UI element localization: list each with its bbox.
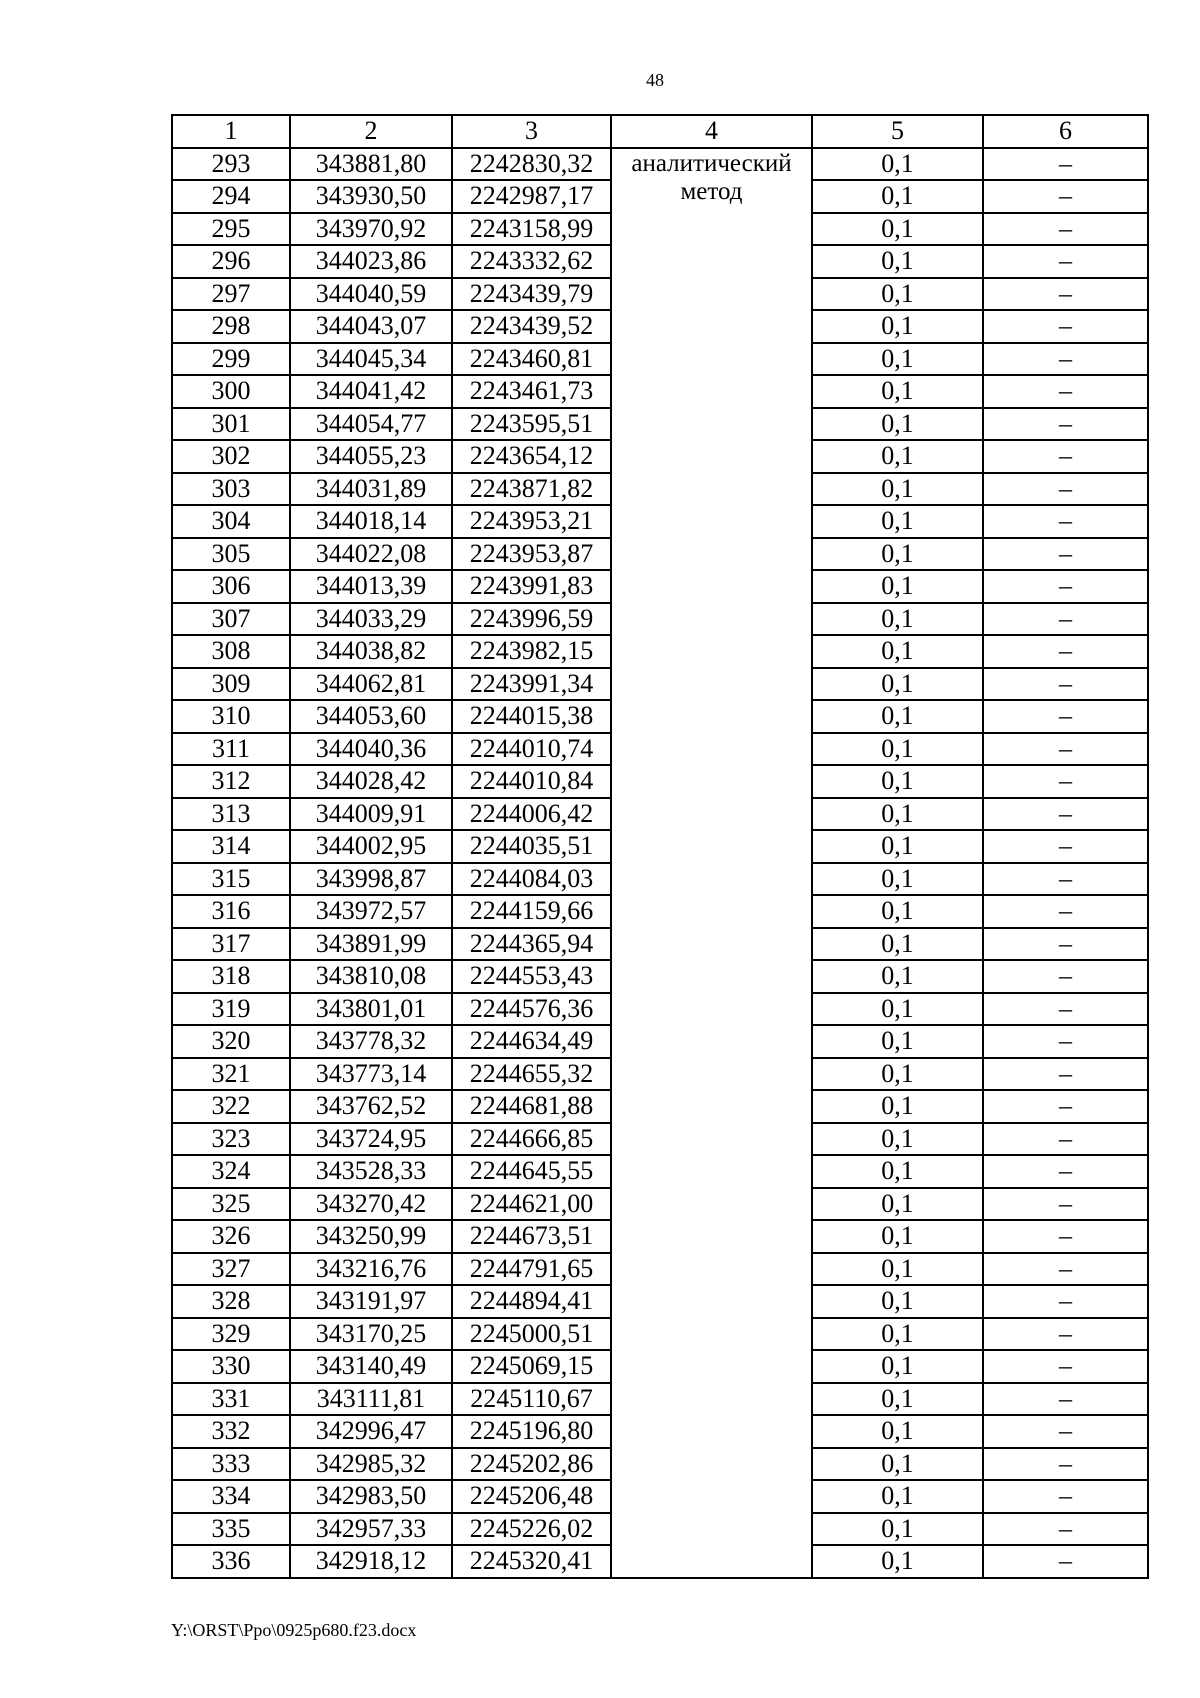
y-coordinate-cell: 2245196,80 — [452, 1415, 611, 1448]
y-coordinate-cell: 2243461,73 — [452, 375, 611, 408]
dash-cell: – — [983, 213, 1148, 246]
precision-cell: 0,1 — [812, 505, 983, 538]
precision-cell: 0,1 — [812, 1383, 983, 1416]
dash-cell: – — [983, 180, 1148, 213]
point-number-cell: 316 — [172, 895, 290, 928]
point-number-cell: 310 — [172, 700, 290, 733]
y-coordinate-cell: 2244084,03 — [452, 863, 611, 896]
x-coordinate-cell: 344053,60 — [290, 700, 452, 733]
x-coordinate-cell: 344031,89 — [290, 473, 452, 506]
y-coordinate-cell: 2244035,51 — [452, 830, 611, 863]
point-number-cell: 336 — [172, 1545, 290, 1578]
dash-cell: – — [983, 603, 1148, 636]
header-cell: 6 — [983, 115, 1148, 148]
x-coordinate-cell: 342985,32 — [290, 1448, 452, 1481]
y-coordinate-cell: 2245320,41 — [452, 1545, 611, 1578]
dash-cell: – — [983, 245, 1148, 278]
dash-cell: – — [983, 473, 1148, 506]
x-coordinate-cell: 344041,42 — [290, 375, 452, 408]
precision-cell: 0,1 — [812, 1188, 983, 1221]
x-coordinate-cell: 344013,39 — [290, 570, 452, 603]
precision-cell: 0,1 — [812, 148, 983, 181]
y-coordinate-cell: 2245069,15 — [452, 1350, 611, 1383]
precision-cell: 0,1 — [812, 538, 983, 571]
y-coordinate-cell: 2244365,94 — [452, 928, 611, 961]
precision-cell: 0,1 — [812, 343, 983, 376]
table-row — [172, 148, 1148, 181]
y-coordinate-cell: 2244621,00 — [452, 1188, 611, 1221]
dash-cell: – — [983, 343, 1148, 376]
precision-cell: 0,1 — [812, 570, 983, 603]
precision-cell: 0,1 — [812, 1155, 983, 1188]
point-number-cell: 326 — [172, 1220, 290, 1253]
point-number-cell: 301 — [172, 408, 290, 441]
point-number-cell: 311 — [172, 733, 290, 766]
point-number-cell: 332 — [172, 1415, 290, 1448]
x-coordinate-cell: 343998,87 — [290, 863, 452, 896]
y-coordinate-cell: 2244645,55 — [452, 1155, 611, 1188]
y-coordinate-cell: 2244010,84 — [452, 765, 611, 798]
precision-cell: 0,1 — [812, 1090, 983, 1123]
x-coordinate-cell: 344028,42 — [290, 765, 452, 798]
x-coordinate-cell: 342957,33 — [290, 1513, 452, 1546]
point-number-cell: 294 — [172, 180, 290, 213]
y-coordinate-cell: 2244791,65 — [452, 1253, 611, 1286]
header-cell: 3 — [452, 115, 611, 148]
dash-cell: – — [983, 310, 1148, 343]
dash-cell: – — [983, 1480, 1148, 1513]
x-coordinate-cell: 343773,14 — [290, 1058, 452, 1091]
dash-cell: – — [983, 538, 1148, 571]
point-number-cell: 317 — [172, 928, 290, 961]
point-number-cell: 298 — [172, 310, 290, 343]
y-coordinate-cell: 2243953,21 — [452, 505, 611, 538]
dash-cell: – — [983, 1350, 1148, 1383]
x-coordinate-cell: 343801,01 — [290, 993, 452, 1026]
table-body — [172, 148, 1148, 1578]
dash-cell: – — [983, 278, 1148, 311]
method-line: метод — [680, 177, 743, 205]
x-coordinate-cell: 343930,50 — [290, 180, 452, 213]
dash-cell: – — [983, 505, 1148, 538]
point-number-cell: 293 — [172, 148, 290, 181]
dash-cell: – — [983, 830, 1148, 863]
point-number-cell: 321 — [172, 1058, 290, 1091]
point-number-cell: 315 — [172, 863, 290, 896]
y-coordinate-cell: 2244576,36 — [452, 993, 611, 1026]
y-coordinate-cell: 2243654,12 — [452, 440, 611, 473]
point-number-cell: 330 — [172, 1350, 290, 1383]
point-number-cell: 295 — [172, 213, 290, 246]
x-coordinate-cell: 343250,99 — [290, 1220, 452, 1253]
precision-cell: 0,1 — [812, 765, 983, 798]
point-number-cell: 309 — [172, 668, 290, 701]
x-coordinate-cell: 344018,14 — [290, 505, 452, 538]
point-number-cell: 322 — [172, 1090, 290, 1123]
x-coordinate-cell: 344045,34 — [290, 343, 452, 376]
precision-cell: 0,1 — [812, 408, 983, 441]
precision-cell: 0,1 — [812, 310, 983, 343]
x-coordinate-cell: 343170,25 — [290, 1318, 452, 1351]
x-coordinate-cell: 343970,92 — [290, 213, 452, 246]
point-number-cell: 328 — [172, 1285, 290, 1318]
precision-cell: 0,1 — [812, 278, 983, 311]
dash-cell: – — [983, 668, 1148, 701]
coordinates-table — [171, 114, 1149, 1579]
page-number: 48 — [646, 70, 664, 90]
x-coordinate-cell: 343724,95 — [290, 1123, 452, 1156]
precision-cell: 0,1 — [812, 960, 983, 993]
dash-cell: – — [983, 960, 1148, 993]
y-coordinate-cell: 2245202,86 — [452, 1448, 611, 1481]
x-coordinate-cell: 343972,57 — [290, 895, 452, 928]
x-coordinate-cell: 344054,77 — [290, 408, 452, 441]
x-coordinate-cell: 344033,29 — [290, 603, 452, 636]
y-coordinate-cell: 2243439,79 — [452, 278, 611, 311]
dash-cell: – — [983, 148, 1148, 181]
x-coordinate-cell: 344055,23 — [290, 440, 452, 473]
dash-cell: – — [983, 895, 1148, 928]
precision-cell: 0,1 — [812, 1415, 983, 1448]
dash-cell: – — [983, 1058, 1148, 1091]
y-coordinate-cell: 2244015,38 — [452, 700, 611, 733]
y-coordinate-cell: 2243991,83 — [452, 570, 611, 603]
dash-cell: – — [983, 1025, 1148, 1058]
y-coordinate-cell: 2243332,62 — [452, 245, 611, 278]
x-coordinate-cell: 343111,81 — [290, 1383, 452, 1416]
dash-cell: – — [983, 863, 1148, 896]
y-coordinate-cell: 2243460,81 — [452, 343, 611, 376]
precision-cell: 0,1 — [812, 928, 983, 961]
precision-cell: 0,1 — [812, 1350, 983, 1383]
dash-cell: – — [983, 1545, 1148, 1578]
dash-cell: – — [983, 1415, 1148, 1448]
point-number-cell: 303 — [172, 473, 290, 506]
point-number-cell: 318 — [172, 960, 290, 993]
precision-cell: 0,1 — [812, 700, 983, 733]
header-cell: 1 — [172, 115, 290, 148]
dash-cell: – — [983, 1155, 1148, 1188]
dash-cell: – — [983, 798, 1148, 831]
y-coordinate-cell: 2243996,59 — [452, 603, 611, 636]
point-number-cell: 329 — [172, 1318, 290, 1351]
point-number-cell: 331 — [172, 1383, 290, 1416]
precision-cell: 0,1 — [812, 1448, 983, 1481]
dash-cell: – — [983, 1123, 1148, 1156]
y-coordinate-cell: 2243953,87 — [452, 538, 611, 571]
dash-cell: – — [983, 1383, 1148, 1416]
precision-cell: 0,1 — [812, 668, 983, 701]
x-coordinate-cell: 344062,81 — [290, 668, 452, 701]
x-coordinate-cell: 344002,95 — [290, 830, 452, 863]
x-coordinate-cell: 344023,86 — [290, 245, 452, 278]
dash-cell: – — [983, 928, 1148, 961]
precision-cell: 0,1 — [812, 245, 983, 278]
x-coordinate-cell: 342996,47 — [290, 1415, 452, 1448]
x-coordinate-cell: 343778,32 — [290, 1025, 452, 1058]
y-coordinate-cell: 2243871,82 — [452, 473, 611, 506]
precision-cell: 0,1 — [812, 1253, 983, 1286]
precision-cell: 0,1 — [812, 733, 983, 766]
point-number-cell: 313 — [172, 798, 290, 831]
x-coordinate-cell: 343762,52 — [290, 1090, 452, 1123]
point-number-cell: 302 — [172, 440, 290, 473]
point-number-cell: 299 — [172, 343, 290, 376]
point-number-cell: 335 — [172, 1513, 290, 1546]
method-line: аналитический — [631, 149, 792, 177]
precision-cell: 0,1 — [812, 603, 983, 636]
dash-cell: – — [983, 570, 1148, 603]
x-coordinate-cell: 344040,59 — [290, 278, 452, 311]
precision-cell: 0,1 — [812, 1480, 983, 1513]
dash-cell: – — [983, 1448, 1148, 1481]
x-coordinate-cell: 343270,42 — [290, 1188, 452, 1221]
y-coordinate-cell: 2244159,66 — [452, 895, 611, 928]
x-coordinate-cell: 343216,76 — [290, 1253, 452, 1286]
point-number-cell: 320 — [172, 1025, 290, 1058]
dash-cell: – — [983, 1090, 1148, 1123]
dash-cell: – — [983, 408, 1148, 441]
x-coordinate-cell: 342918,12 — [290, 1545, 452, 1578]
precision-cell: 0,1 — [812, 1058, 983, 1091]
point-number-cell: 306 — [172, 570, 290, 603]
y-coordinate-cell: 2242987,17 — [452, 180, 611, 213]
header-cell: 2 — [290, 115, 452, 148]
dash-cell: – — [983, 1513, 1148, 1546]
precision-cell: 0,1 — [812, 993, 983, 1026]
dash-cell: – — [983, 1220, 1148, 1253]
y-coordinate-cell: 2245110,67 — [452, 1383, 611, 1416]
y-coordinate-cell: 2245226,02 — [452, 1513, 611, 1546]
x-coordinate-cell: 344009,91 — [290, 798, 452, 831]
point-number-cell: 312 — [172, 765, 290, 798]
point-number-cell: 327 — [172, 1253, 290, 1286]
point-number-cell: 319 — [172, 993, 290, 1026]
dash-cell: – — [983, 1285, 1148, 1318]
footer-file-path: Y:\ORST\Ppo\0925p680.f23.docx — [171, 1620, 417, 1640]
precision-cell: 0,1 — [812, 863, 983, 896]
y-coordinate-cell: 2243439,52 — [452, 310, 611, 343]
precision-cell: 0,1 — [812, 1025, 983, 1058]
x-coordinate-cell: 343810,08 — [290, 960, 452, 993]
precision-cell: 0,1 — [812, 180, 983, 213]
precision-cell: 0,1 — [812, 1545, 983, 1578]
point-number-cell: 304 — [172, 505, 290, 538]
dash-cell: – — [983, 1318, 1148, 1351]
point-number-cell: 305 — [172, 538, 290, 571]
point-number-cell: 334 — [172, 1480, 290, 1513]
precision-cell: 0,1 — [812, 798, 983, 831]
point-number-cell: 297 — [172, 278, 290, 311]
x-coordinate-cell: 343891,99 — [290, 928, 452, 961]
dash-cell: – — [983, 700, 1148, 733]
dash-cell: – — [983, 375, 1148, 408]
precision-cell: 0,1 — [812, 1285, 983, 1318]
header-cell: 5 — [812, 115, 983, 148]
precision-cell: 0,1 — [812, 1220, 983, 1253]
precision-cell: 0,1 — [812, 1513, 983, 1546]
point-number-cell: 314 — [172, 830, 290, 863]
x-coordinate-cell: 343881,80 — [290, 148, 452, 181]
point-number-cell: 325 — [172, 1188, 290, 1221]
point-number-cell: 324 — [172, 1155, 290, 1188]
dash-cell: – — [983, 635, 1148, 668]
x-coordinate-cell: 344022,08 — [290, 538, 452, 571]
point-number-cell: 333 — [172, 1448, 290, 1481]
x-coordinate-cell: 344038,82 — [290, 635, 452, 668]
point-number-cell: 296 — [172, 245, 290, 278]
y-coordinate-cell: 2244655,32 — [452, 1058, 611, 1091]
y-coordinate-cell: 2242830,32 — [452, 148, 611, 181]
y-coordinate-cell: 2244553,43 — [452, 960, 611, 993]
table-header — [172, 115, 1148, 148]
y-coordinate-cell: 2244673,51 — [452, 1220, 611, 1253]
y-coordinate-cell: 2243991,34 — [452, 668, 611, 701]
x-coordinate-cell: 343140,49 — [290, 1350, 452, 1383]
precision-cell: 0,1 — [812, 635, 983, 668]
y-coordinate-cell: 2244894,41 — [452, 1285, 611, 1318]
point-number-cell: 308 — [172, 635, 290, 668]
y-coordinate-cell: 2244666,85 — [452, 1123, 611, 1156]
y-coordinate-cell: 2244681,88 — [452, 1090, 611, 1123]
dash-cell: – — [983, 733, 1148, 766]
header-row — [172, 115, 1148, 148]
y-coordinate-cell: 2243595,51 — [452, 408, 611, 441]
header-cell: 4 — [611, 115, 812, 148]
precision-cell: 0,1 — [812, 440, 983, 473]
precision-cell: 0,1 — [812, 1318, 983, 1351]
x-coordinate-cell: 343528,33 — [290, 1155, 452, 1188]
point-number-cell: 300 — [172, 375, 290, 408]
method-cell — [611, 148, 812, 1578]
y-coordinate-cell: 2245206,48 — [452, 1480, 611, 1513]
x-coordinate-cell: 342983,50 — [290, 1480, 452, 1513]
dash-cell: – — [983, 1188, 1148, 1221]
precision-cell: 0,1 — [812, 830, 983, 863]
precision-cell: 0,1 — [812, 895, 983, 928]
precision-cell: 0,1 — [812, 375, 983, 408]
dash-cell: – — [983, 765, 1148, 798]
dash-cell: – — [983, 440, 1148, 473]
y-coordinate-cell: 2244010,74 — [452, 733, 611, 766]
dash-cell: – — [983, 993, 1148, 1026]
x-coordinate-cell: 343191,97 — [290, 1285, 452, 1318]
y-coordinate-cell: 2243982,15 — [452, 635, 611, 668]
y-coordinate-cell: 2245000,51 — [452, 1318, 611, 1351]
dash-cell: – — [983, 1253, 1148, 1286]
point-number-cell: 307 — [172, 603, 290, 636]
y-coordinate-cell: 2244006,42 — [452, 798, 611, 831]
x-coordinate-cell: 344040,36 — [290, 733, 452, 766]
x-coordinate-cell: 344043,07 — [290, 310, 452, 343]
precision-cell: 0,1 — [812, 473, 983, 506]
y-coordinate-cell: 2244634,49 — [452, 1025, 611, 1058]
precision-cell: 0,1 — [812, 1123, 983, 1156]
precision-cell: 0,1 — [812, 213, 983, 246]
y-coordinate-cell: 2243158,99 — [452, 213, 611, 246]
point-number-cell: 323 — [172, 1123, 290, 1156]
